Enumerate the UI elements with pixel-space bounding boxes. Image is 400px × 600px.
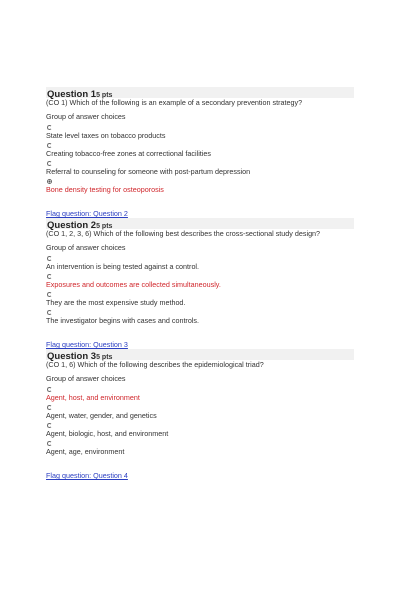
answer-option[interactable]: [46, 387, 354, 402]
answer-option[interactable]: [46, 292, 354, 307]
answer-option[interactable]: [46, 161, 354, 176]
flag-question-link[interactable]: Flag question: Question 2: [46, 209, 128, 218]
answer-text: State level taxes on tobacco products: [46, 131, 166, 140]
flag-question-link[interactable]: Flag question: Question 4: [46, 471, 128, 480]
answer-option[interactable]: [46, 441, 354, 456]
answer-text: Agent, biologic, host, and environment: [46, 429, 169, 438]
answer-option[interactable]: [46, 274, 354, 289]
question-1: [46, 87, 354, 218]
radio-button[interactable]: [47, 125, 52, 130]
answer-option[interactable]: [46, 423, 354, 438]
answer-option[interactable]: [46, 405, 354, 420]
radio-button[interactable]: [47, 256, 52, 261]
answer-text: Creating tobacco-free zones at correctional facilities: [46, 149, 211, 158]
radio-button[interactable]: [47, 292, 52, 297]
answer-text-correct: Exposures and outcomes are collected simultaneously.: [46, 280, 221, 289]
question-points: 5 pts: [96, 354, 113, 361]
answer-option[interactable]: [46, 310, 354, 325]
answer-option[interactable]: [46, 256, 354, 271]
question-points: 5 pts: [96, 223, 113, 230]
question-prompt: (CO 1, 6) Which of the following describes the epidemiological triad?: [46, 360, 264, 369]
radio-button[interactable]: [47, 423, 52, 428]
answer-option[interactable]: [46, 143, 354, 158]
quiz-page: [46, 87, 354, 480]
question-header: [46, 349, 354, 360]
question-title: Question 1: [47, 89, 97, 100]
question-2: [46, 218, 354, 349]
radio-button[interactable]: [47, 274, 52, 279]
answer-group-label: Group of answer choices: [46, 374, 126, 383]
question-prompt: (CO 1, 2, 3, 6) Which of the following best describes the cross-sectional study design?: [46, 229, 321, 238]
question-header: [46, 87, 354, 98]
radio-button-selected[interactable]: [47, 179, 52, 184]
question-header: [46, 218, 354, 229]
answer-text: Agent, age, environment: [46, 447, 125, 456]
answer-text-correct: Bone density testing for osteoporosis: [46, 185, 164, 194]
answer-text-correct: Agent, host, and environment: [46, 393, 140, 402]
answer-text: Referral to counseling for someone with post-partum depression: [46, 167, 251, 176]
answer-text: They are the most expensive study method.: [46, 298, 186, 307]
radio-button[interactable]: [47, 161, 52, 166]
question-title: Question 3: [47, 351, 97, 362]
answer-text: An intervention is being tested against a control.: [46, 262, 200, 271]
radio-button[interactable]: [47, 441, 52, 446]
answer-option[interactable]: [46, 125, 354, 140]
question-title: Question 2: [47, 220, 97, 231]
question-prompt: (CO 1) Which of the following is an example of a secondary prevention strategy?: [46, 98, 303, 107]
flag-question-link[interactable]: Flag question: Question 3: [46, 340, 128, 349]
radio-button[interactable]: [47, 405, 52, 410]
question-3: [46, 349, 354, 480]
radio-button[interactable]: [47, 310, 52, 315]
answer-text: Agent, water, gender, and genetics: [46, 411, 157, 420]
question-points: 5 pts: [96, 92, 113, 99]
answer-group-label: Group of answer choices: [46, 243, 126, 252]
answer-group-label: Group of answer choices: [46, 112, 126, 121]
radio-button[interactable]: [47, 387, 52, 392]
radio-button[interactable]: [47, 143, 52, 148]
answer-text: The investigator begins with cases and controls.: [46, 316, 200, 325]
answer-option[interactable]: [46, 179, 354, 194]
